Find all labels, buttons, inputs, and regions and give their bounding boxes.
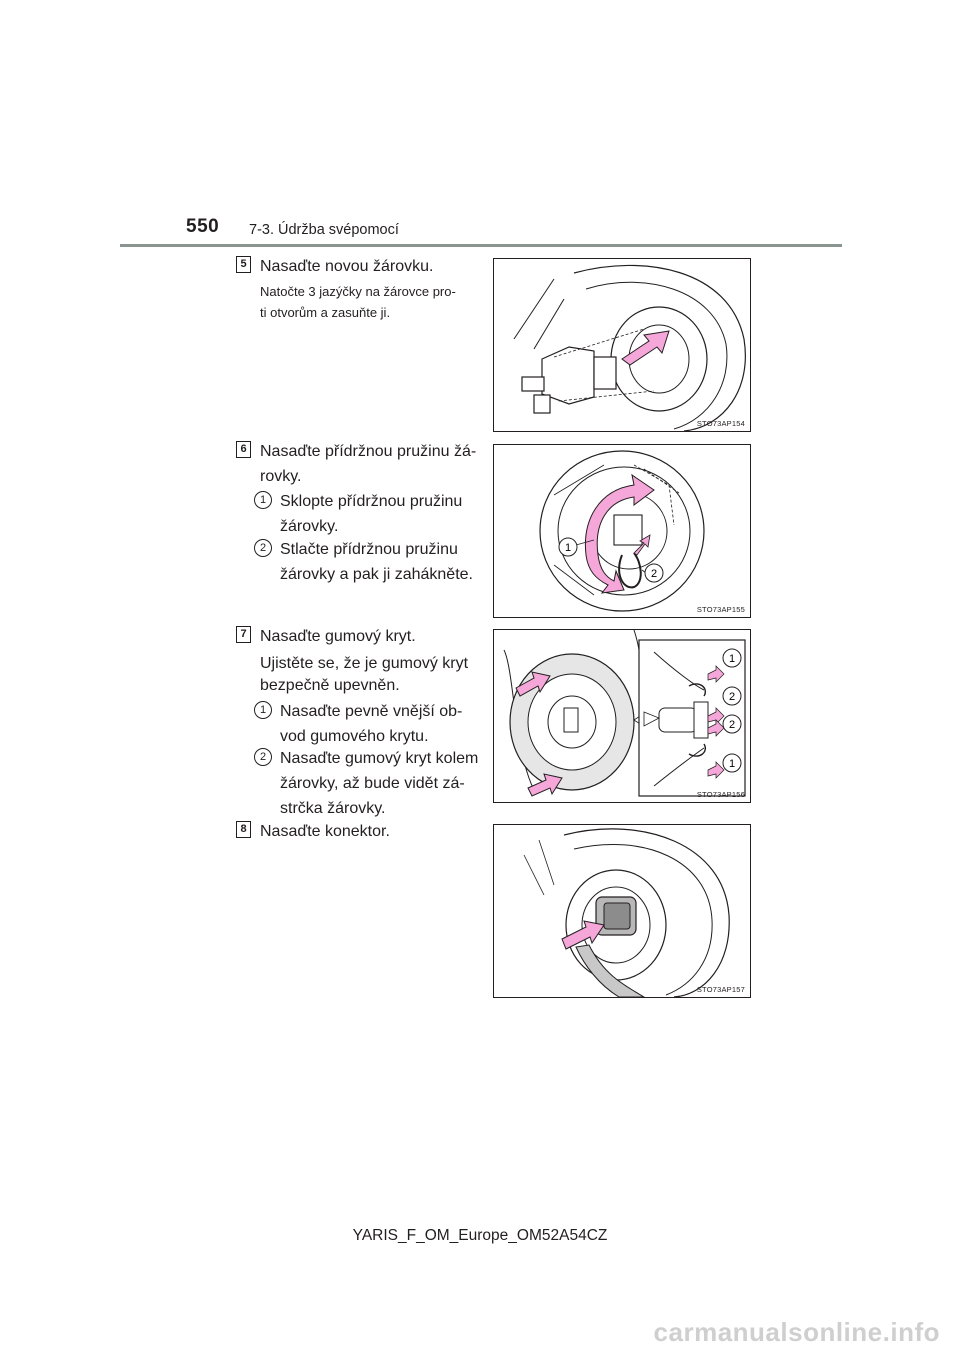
callout-1-top: 1 [728, 653, 736, 665]
connector-illustration [494, 825, 750, 997]
section-title: 7-3. Údržba svépomocí [249, 222, 399, 238]
step-8-badge: 8 [236, 821, 251, 838]
figure-step-5 [493, 258, 751, 432]
step-6-sub-2-badge: 2 [254, 539, 272, 557]
step-8-title: Nasaďte konektor. [260, 823, 390, 840]
figure-code-step-7: STO73AP156 [696, 790, 745, 799]
step-7-sub-1-badge: 1 [254, 701, 272, 719]
callout-2: 2 [650, 568, 658, 580]
spring-illustration [494, 445, 750, 617]
step-7-title: Nasaďte gumový kryt. [260, 628, 416, 645]
step-6-title-line1: Nasaďte přídržnou pružinu žá- [260, 443, 477, 460]
step-5-badge: 5 [236, 256, 251, 273]
step-7-sub-1-line1: Nasaďte pevně vnější ob- [280, 703, 463, 720]
step-5-note-line2: ti otvorům a zasuňte ji. [260, 305, 391, 320]
figure-step-7 [493, 629, 751, 803]
figure-step-6 [493, 444, 751, 618]
step-7-sub-2-badge: 2 [254, 748, 272, 766]
callout-1-bottom: 1 [728, 758, 736, 770]
step-7-note-line1: Ujistěte se, že je gumový kryt [260, 655, 469, 672]
step-6-title-line2: rovky. [260, 468, 302, 485]
step-7-sub-2-line3: strčka žárovky. [280, 800, 386, 817]
page-number: 550 [186, 216, 220, 237]
footer-document-code: YARIS_F_OM_Europe_OM52A54CZ [352, 1227, 608, 1244]
step-7-sub-2-line2: žárovky, až bude vidět zá- [280, 775, 465, 792]
step-7-badge: 7 [236, 626, 251, 643]
step-7-note-line2: bezpečně upevněn. [260, 677, 400, 694]
step-6-sub-1-line1: Sklopte přídržnou pružinu [280, 493, 463, 510]
step-7-sub-1-line2: vod gumového krytu. [280, 728, 429, 745]
figure-step-8 [493, 824, 751, 998]
step-6-sub-2-line2: žárovky a pak ji zahákněte. [280, 566, 473, 583]
step-5-title: Nasaďte novou žárovku. [260, 258, 434, 275]
figure-code-step-8: STO73AP157 [696, 985, 745, 994]
step-6-sub-1-line2: žárovky. [280, 518, 339, 535]
step-6-sub-1-badge: 1 [254, 491, 272, 509]
figure-code-step-5: STO73AP154 [696, 419, 745, 428]
callout-2-lower: 2 [728, 719, 736, 731]
step-6-badge: 6 [236, 441, 251, 458]
callout-1: 1 [564, 542, 572, 554]
bulb-insertion-illustration [494, 259, 750, 431]
step-5-note-line1: Natočte 3 jazýčky na žárovce pro- [260, 284, 456, 299]
figure-code-step-6: STO73AP155 [696, 605, 745, 614]
step-6-sub-2-line1: Stlačte přídržnou pružinu [280, 541, 458, 558]
header-rule [120, 244, 842, 247]
watermark: carmanualsonline.info [653, 1317, 940, 1347]
callout-2-upper: 2 [728, 691, 736, 703]
rubber-cover-illustration [494, 630, 750, 802]
step-7-sub-2-line1: Nasaďte gumový kryt kolem [280, 750, 479, 767]
